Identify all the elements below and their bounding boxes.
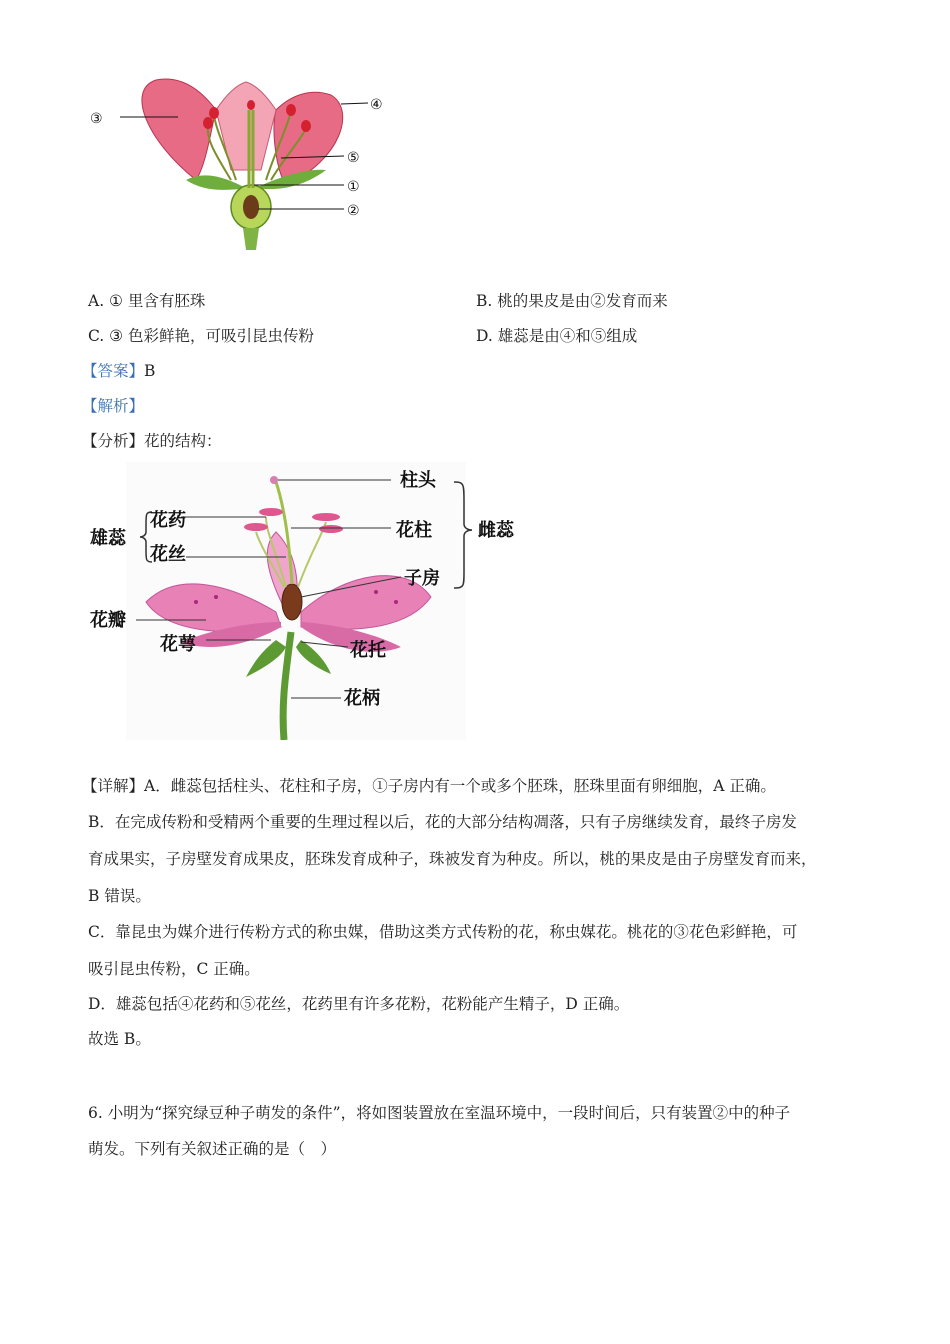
- label-zhutou: 柱头: [400, 470, 436, 491]
- label-huazhu: 花柱: [396, 520, 432, 541]
- detail-line-2: B．在完成传粉和受精两个重要的生理过程以后，花的大部分结构凋落，只有子房继续发育，最终子房发: [88, 813, 797, 831]
- analysis-label: 【分析】: [82, 432, 145, 450]
- detail-line-1: 【详解】A．雌蕊包括柱头、花柱和子房，①子房内有一个或多个胚珠，胚珠里面有卵细胞，A 正确。: [82, 777, 776, 795]
- label-huayao: 花药: [150, 510, 186, 531]
- label-huatuo: 花托: [350, 640, 386, 661]
- flower-structure-diagram: [86, 462, 536, 740]
- answer-line: [82, 360, 155, 382]
- detail-line-6: 吸引昆虫传粉，C 正确。: [88, 960, 260, 978]
- answer-label: 【答案】: [82, 362, 145, 380]
- option-c: C. ③ 色彩鲜艳，可吸引昆虫传粉: [88, 327, 314, 345]
- label-circle-3: ③: [90, 111, 103, 127]
- label-huaban: 花瓣: [90, 610, 126, 631]
- option-b: B. 桃的果皮是由②发育而来: [476, 292, 668, 310]
- label-huabing: 花柄: [344, 688, 380, 709]
- detail-line-7: D．雄蕊包括④花药和⑤花丝，花药里有许多花粉，花粉能产生精子，D 正确。: [88, 995, 630, 1013]
- peach-flower-diagram: [86, 70, 396, 255]
- label-huasi: 花丝: [150, 544, 186, 565]
- question6-line1: 6. 小明为“探究绿豆种子萌发的条件”，将如图装置放在室温环境中，一段时间后，只有装置②中的种子: [88, 1104, 791, 1122]
- label-circle-1: ①: [347, 179, 360, 195]
- label-circle-2: ②: [347, 203, 360, 219]
- detail-line-3: 育成果实，子房壁发育成果皮，胚珠发育成种子，珠被发育为种皮。所以，桃的果皮是由子房壁发育而来，: [88, 850, 817, 868]
- detail-line-8: 故选 B。: [88, 1030, 151, 1048]
- label-zifang: 子房: [404, 568, 440, 589]
- label-circle-4: ④: [370, 97, 383, 113]
- answer-value: B: [144, 362, 156, 380]
- analysis-line: [82, 430, 222, 452]
- label-cirui: 雌蕊: [478, 520, 514, 541]
- option-a: A. ① 里含有胚珠: [88, 292, 206, 310]
- label-xiongrui: 雄蕊: [90, 528, 126, 549]
- detail-line-4: B 错误。: [88, 887, 151, 905]
- detail-line-5: C．靠昆虫为媒介进行传粉方式的称虫媒，借助这类方式传粉的花，称虫媒花。桃花的③花色彩鲜艳，可: [88, 923, 798, 941]
- jiexi-label: 【解析】: [82, 397, 145, 415]
- question6-line2: 萌发。下列有关叙述正确的是（ ）: [88, 1140, 337, 1158]
- analysis-text: 花的结构：: [144, 432, 222, 450]
- label-huae: 花萼: [160, 634, 196, 655]
- option-d: D. 雄蕊是由④和⑤组成: [476, 327, 638, 345]
- label-circle-5: ⑤: [347, 150, 360, 166]
